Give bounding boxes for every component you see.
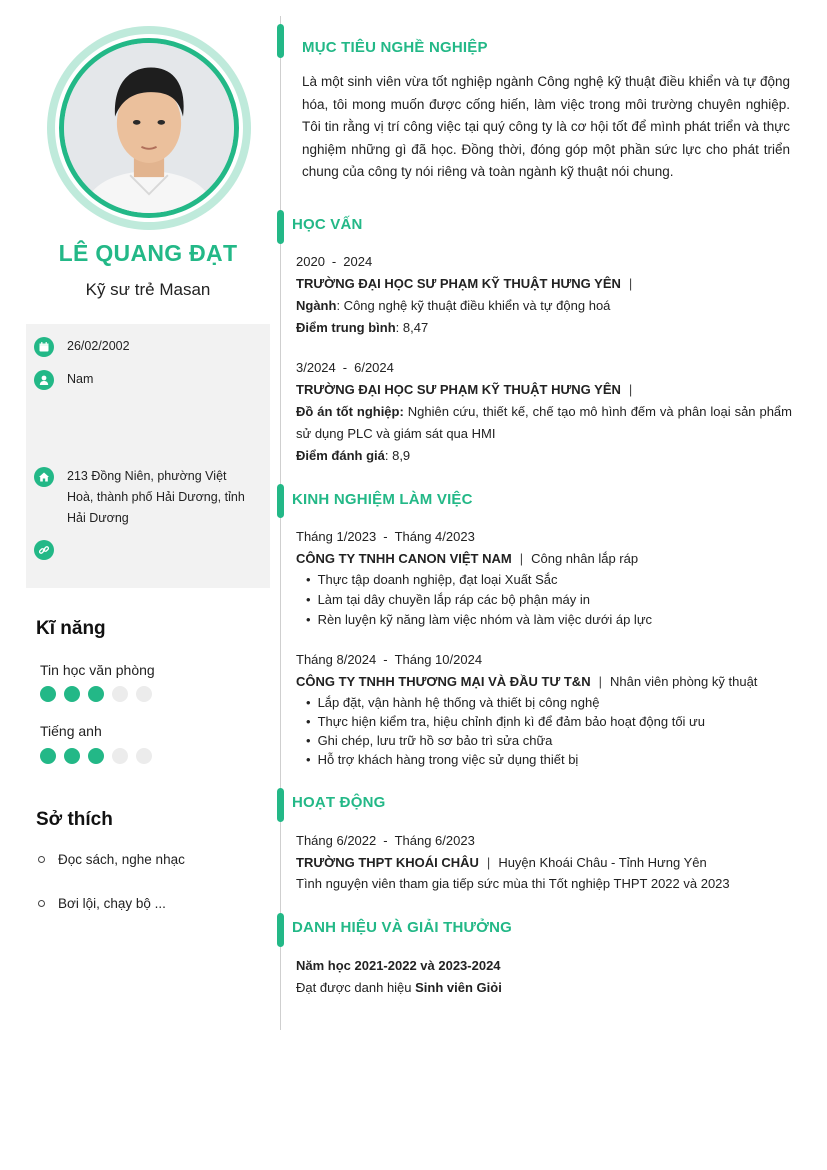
education-school: TRƯỜNG ĐẠI HỌC SƯ PHẠM KỸ THUẬT HƯNG YÊN | [296,382,633,397]
birthday-text: 26/02/2002 [67,339,130,353]
education-period: 2020 - 2024 [296,254,373,269]
education-score: Điểm đánh giá: 8,9 [296,448,411,463]
calendar-icon [34,337,54,357]
objective-text: Là một sinh viên vừa tốt nghiệp ngành Công nghệ kỹ thuật điều khiển và tự động hóa, tôi mong muốn được cống hiến, làm việc trong môi trường chuyên nghiệp. Tôi tin rằng vị trí công việc tại quý công ty là cơ hội tốt để mình phát triển và thực nghiệm những gì đã học. Đồng thời, đóng góp một phần sức lực cho phát triển chung của công ty nói riêng và toàn ngành kỹ thuật nói chung. [302,74,790,179]
skills-title: Kĩ năng [36,618,106,639]
hobby-text: Bơi lội, chạy bộ ... [58,896,166,911]
awards-title: DANH HIỆU VÀ GIẢI THƯỞNG [292,919,513,936]
avatar-frame [47,26,251,230]
activities-title: HOẠT ĐỘNG [292,794,386,811]
hobby-item [38,852,185,867]
section-marker [277,484,284,518]
rating-dot-filled [88,748,104,764]
rating-dot-empty [112,686,128,702]
rating-dot-filled [40,748,56,764]
experience-task: • Hỗ trợ khách hàng trong việc sử dụng thiết bị [306,752,578,767]
timeline-divider [280,16,281,1030]
contact-address [34,467,252,529]
profile-photo [64,43,234,213]
link-icon[interactable] [34,540,54,560]
circle-bullet-icon [38,856,45,863]
rating-dot-filled [64,686,80,702]
education-thesis: Đồ án tốt nghiệp: Nghiên cứu, thiết kế, chế tạo mô hình đếm và phân loại sản phẩm sử dụng PLC và giám sát qua HMI [296,404,792,441]
section-marker [277,913,284,947]
rating-dot-empty [136,686,152,702]
education-title: HỌC VẤN [292,216,363,233]
hobby-item [38,896,166,911]
candidate-role: Kỹ sư trẻ Masan [85,280,211,299]
experience-task: • Lắp đặt, vận hành hệ thống và thiết bị công nghệ [306,695,599,710]
address-text: 213 Đồng Niên, phường Việt Hoà, thành phố Hải Dương, tỉnh Hải Dương [67,469,245,525]
rating-dot-filled [88,686,104,702]
activity-org: TRƯỜNG THPT KHOÁI CHÂU | Huyện Khoái Châu - Tỉnh Hưng Yên [296,855,707,870]
award-year: Năm học 2021-2022 và 2023-2024 [296,958,501,973]
skill-rating [40,686,152,702]
education-gpa: Điểm trung bình: 8,47 [296,320,429,335]
experience-period: Tháng 8/2024 - Tháng 10/2024 [296,652,483,667]
circle-bullet-icon [38,900,45,907]
experience-task: • Làm tại dây chuyền lắp ráp các bộ phận máy in [306,592,590,607]
hobby-text: Đọc sách, nghe nhạc [58,852,185,867]
contact-gender [34,370,252,390]
gender-text: Nam [67,372,94,386]
section-marker [277,210,284,244]
skill-name: Tiếng anh [40,723,102,739]
rating-dot-empty [136,748,152,764]
avatar [59,38,239,218]
experience-company: CÔNG TY TNHH THƯƠNG MẠI VÀ ĐẦU TƯ T&N | Nhân viên phòng kỹ thuật [296,674,758,689]
rating-dot-empty [112,748,128,764]
education-school: TRƯỜNG ĐẠI HỌC SƯ PHẠM KỸ THUẬT HƯNG YÊN | [296,276,633,291]
activity-period: Tháng 6/2022 - Tháng 6/2023 [296,833,475,848]
education-period: 3/2024 - 6/2024 [296,360,394,375]
hobbies-title: Sở thích [36,809,113,830]
section-marker [277,788,284,822]
experience-task: • Rèn luyện kỹ năng làm việc nhóm và làm việc dưới áp lực [306,612,652,627]
contact-link[interactable] [34,540,252,560]
candidate-name: LÊ QUANG ĐẠT [58,240,238,266]
experience-task: • Thực hiện kiểm tra, hiệu chỉnh định kì để đảm bảo hoạt động tối ưu [306,714,705,729]
person-icon [34,370,54,390]
section-marker [277,24,284,58]
rating-dot-filled [64,748,80,764]
contact-panel [26,324,270,588]
home-icon [34,467,54,487]
skill-rating [40,748,152,764]
experience-company: CÔNG TY TNHH CANON VIỆT NAM | Công nhân lắp ráp [296,551,639,566]
activity-description: Tình nguyện viên tham gia tiếp sức mùa thi Tốt nghiệp THPT 2022 và 2023 [296,876,730,891]
contact-birthday [34,337,252,357]
experience-period: Tháng 1/2023 - Tháng 4/2023 [296,529,475,544]
rating-dot-filled [40,686,56,702]
experience-task: • Ghi chép, lưu trữ hồ sơ bảo trì sửa chữa [306,733,552,748]
award-text: Đạt được danh hiệu Sinh viên Giỏi [296,980,502,995]
objective-title: MỤC TIÊU NGHỀ NGHIỆP [302,39,488,56]
experience-title: KINH NGHIỆM LÀM VIỆC [292,491,473,508]
skill-name: Tin học văn phòng [40,662,155,678]
education-major: Ngành: Công nghệ kỹ thuật điều khiển và tự động hoá [296,298,611,313]
experience-task: • Thực tập doanh nghiệp, đạt loại Xuất Sắc [306,572,558,587]
